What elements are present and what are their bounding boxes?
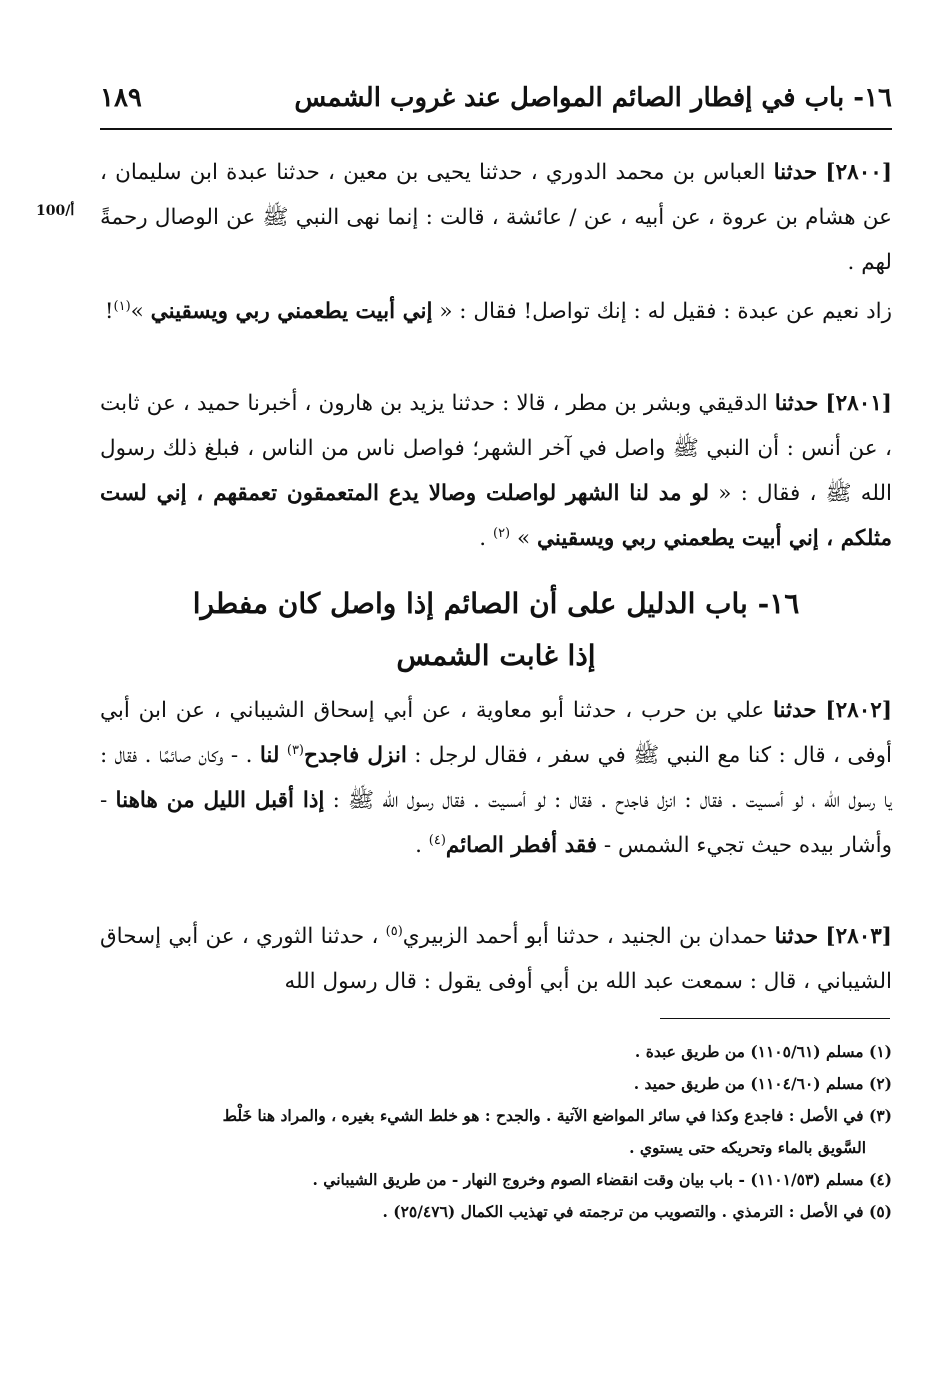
hadith-2803 <box>100 914 892 1004</box>
header-rule <box>100 128 892 130</box>
footnote-3-continued: السَّويق بالماء وتحريكه حتى يستوي . <box>629 1138 866 1157</box>
quote-close: » <box>130 299 144 324</box>
hadith-number: [٢٨٠١] <box>825 391 892 416</box>
footnote-2: (٢) مسلم (١١٠٤/٦٠) من طريق حميد . <box>633 1074 892 1093</box>
prophet-quote: انزل فاجدح <box>304 743 407 768</box>
prophet-quote: إذا أقبل الليل من هاهنا <box>115 788 325 813</box>
chapter-title <box>100 578 892 682</box>
hadith-text: الدقيقي وبشر بن مطر ، قالا : حدثنا يزيد بن هارون ، أخبرنا حميد ، عن ثابت ، عن أنس : أن النبي ﷺ واصل في آخر الشهر؛ فواصل ناس من الناس ، فبلغ ذلك رسول الله ﷺ ، فقال : « <box>100 391 892 506</box>
running-title: ١٦- باب في إفطار الصائم المواصل عند غروب الشمس <box>294 83 892 113</box>
hadith-2802 <box>100 688 892 868</box>
footnote-ref-1: (١) <box>113 298 131 314</box>
addition-paragraph <box>100 289 892 334</box>
chapter-title-line-1: ١٦- باب الدليل على أن الصائم إذا واصل كان مفطرا <box>192 587 800 620</box>
quote-close: » <box>516 526 531 551</box>
hadith-text: حمدان بن الجنيد ، حدثنا أبو أحمد الزبيري <box>402 924 768 949</box>
addition-tail: ! <box>104 299 114 324</box>
footnote-rule <box>660 1018 890 1019</box>
footnote-ref-5: (٥) <box>385 923 403 939</box>
haddathana: حدثنا <box>773 160 818 185</box>
footnote-1: (١) مسلم (١١٠٥/٦١) من طريق عبدة . <box>634 1042 892 1061</box>
hadith-2800 <box>100 150 892 285</box>
hadith-number: [٢٨٠٠] <box>825 160 892 185</box>
margin-note: 100/أ <box>36 203 75 219</box>
hadith-number: [٢٨٠٣] <box>825 924 892 949</box>
addition-quote: إني أبيت يطعمني ربي ويسقيني <box>150 299 433 324</box>
hadith-tail: . <box>415 833 422 858</box>
page-header <box>100 78 892 118</box>
haddathana: حدثنا <box>774 924 819 949</box>
hadith-text: العباس بن محمد الدوري ، حدثنا يحيى بن معين ، حدثنا عبدة ابن سليمان ، عن هشام بن عروة ، عن أبيه ، عن / عائشة ، قالت : إنما نهى النبي ﷺ عن الوصال رحمةً لهم . <box>100 160 892 275</box>
footnote-5: (٥) في الأصل : الترمذي . والتصويب من ترجمته في تهذيب الكمال (٢٥/٤٧٦) . <box>382 1202 892 1221</box>
prophet-quote: لو مد لنا الشهر لواصلت وصالا يدع المتعمقون تعمقهم ، إني لست مثلكم ، إني أبيت يطعمني ربي ويسقيني <box>100 481 892 551</box>
haddathana: حدثنا <box>773 698 817 723</box>
page-number: ١٨٩ <box>100 83 142 113</box>
addition-text: زاد نعيم عن عبدة : فقيل له : إنك تواصل! فقال : « <box>439 299 892 324</box>
footnote-ref-3: (٣) <box>286 742 304 758</box>
hadith-text: علي بن حرب ، حدثنا أبو معاوية ، عن أبي إسحاق الشيباني ، عن ابن أبي أوفى ، قال : كنا مع النبي ﷺ في سفر ، فقال لرجل : <box>100 698 892 768</box>
footnote-3: (٣) في الأصل : فاجدع وكذا في سائر المواضع الآتية . والجدح : هو خلط الشيء بغيره ، والمراد هنا خَلْط <box>222 1106 892 1125</box>
footnote-4: (٤) مسلم (١١٠١/٥٣) - باب بيان وقت انقضاء الصوم وخروج النهار - من طريق الشيباني . <box>312 1170 892 1189</box>
footnote-ref-4: (٤) <box>428 832 446 848</box>
hadith-tail: . <box>479 526 487 551</box>
prophet-quote: فقد أفطر الصائم <box>445 833 598 858</box>
haddathana: حدثنا <box>774 391 819 416</box>
hadith-text: . - وكان صائمًا . فقال : يا رسول الله ، لو أمسيت . فقال : انزل فاجدح . فقال : لو أمسيت . فقال رسول الله ﷺ : <box>100 743 892 813</box>
hadith-2801 <box>100 381 892 561</box>
hadith-number: [٢٨٠٢] <box>825 698 892 723</box>
hadith-text: ، حدثنا الثوري ، عن أبي إسحاق الشيباني ، قال : سمعت عبد الله بن أبي أوفى يقول : قال رسول الله <box>100 924 892 994</box>
footnotes <box>100 1036 892 1228</box>
hadith-text: - وأشار بيده حيث تجيء الشمس - <box>100 788 892 858</box>
footnote-ref-2: (٢) <box>492 525 511 541</box>
chapter-title-line-2: إذا غابت الشمس <box>396 639 596 672</box>
prophet-quote: لنا <box>259 743 280 768</box>
